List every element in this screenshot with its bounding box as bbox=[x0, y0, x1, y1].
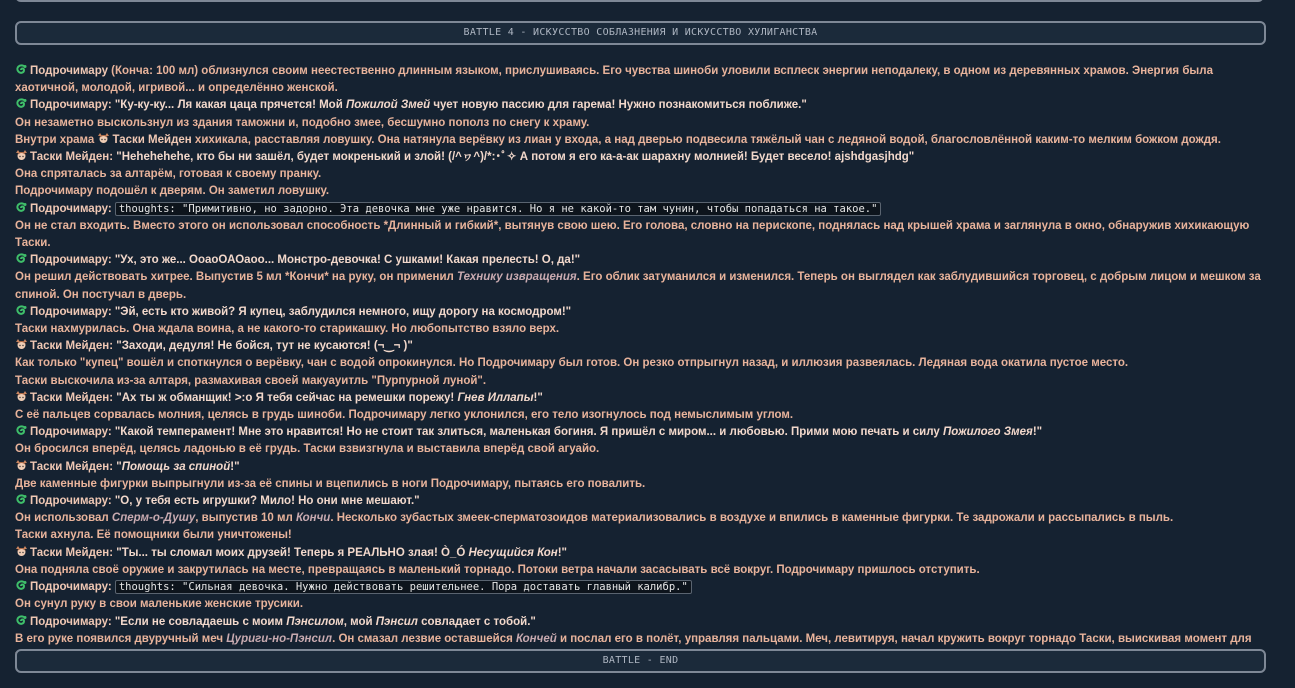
speech-text: "Заходи, дедуля! Не бойся, тут не кусаются! (¬‿¬ )" bbox=[116, 340, 413, 353]
log-line bbox=[15, 579, 1270, 596]
narration-text: Он сунул руку в свои маленькие женские трусики. bbox=[15, 598, 304, 611]
log-line bbox=[15, 132, 1270, 149]
narration-text: Он использовал bbox=[15, 512, 112, 525]
speaker-name: Подрочимару: bbox=[30, 202, 115, 215]
narration-text: Внутри храма bbox=[15, 133, 98, 146]
log-line bbox=[15, 441, 1270, 458]
speaker-name: Подрочимару: bbox=[30, 495, 115, 508]
narration-text: , выпустив 10 мл bbox=[195, 512, 296, 525]
narration-text: В его руке появился двуручный меч bbox=[15, 632, 227, 645]
previous-battle-frame bbox=[15, 0, 1264, 2]
log-line bbox=[15, 63, 1270, 97]
speaker-name: Подрочимару: bbox=[30, 426, 115, 439]
skill-name: Технику извращения bbox=[457, 271, 577, 284]
narration-text: . Несколько зубастых змеек-сперматозоидов материализовались в воздухе и впились в каменные фигурки. Те задрожали и рассыпались в пыль. bbox=[330, 512, 1174, 525]
speech-text: совладает с тобой." bbox=[417, 615, 536, 628]
skill-name: Пэнсил bbox=[375, 615, 418, 628]
girl-avatar-icon bbox=[15, 339, 28, 350]
skill-name: Помощь за спиной bbox=[121, 460, 231, 473]
skill-name: Кончей bbox=[516, 632, 557, 645]
log-line bbox=[15, 390, 1270, 407]
log-line bbox=[15, 373, 1270, 390]
narration-text: Как только "купец" вошёл и споткнулся о верёвку, чан с водой опрокинулся. Но Подрочимару был готов. Он резко отпрыгнул назад, и иллюзия развеялась. Ледяная вода окатила пустое место. bbox=[15, 357, 1129, 370]
narration-text: Подрочимару подошёл к дверям. Он заметил ловушку. bbox=[15, 185, 330, 198]
log-line bbox=[15, 493, 1270, 510]
log-line bbox=[15, 527, 1270, 544]
log-line bbox=[15, 115, 1270, 132]
speech-text: "Hehehehehe, кто бы ни зашёл, будет мокренький и злой! (/^ヮ^)/*:･ﾟ✧ А потом я его ка-а-ак шарахну молнией! Будет весело! ajshdgasjhdg" bbox=[116, 151, 915, 164]
log-line bbox=[15, 459, 1270, 476]
battle-end-banner bbox=[15, 649, 1266, 673]
green-snake-icon bbox=[15, 98, 28, 109]
speech-text: "О, у тебя есть игрушки? Мило! Но они мне мешают." bbox=[114, 495, 420, 508]
girl-avatar-icon bbox=[15, 546, 28, 557]
thought-text: thoughts: "Примитивно, но задорно. Эта девочка мне уже нравится. Но я не какой-то там чунин, чтобы попадаться на такое." bbox=[115, 202, 882, 216]
speaker-name: Подрочимару: bbox=[30, 581, 115, 594]
speaker-name: Таски Мейден: bbox=[30, 391, 117, 404]
narration-text: Он решил действовать хитрее. Выпустив 5 мл *Кончи* на руку, он применил bbox=[15, 271, 458, 284]
log-line bbox=[15, 321, 1270, 338]
speech-text: "Ку-ку-ку... Ля какая цаца прячется! Мой bbox=[114, 99, 346, 112]
girl-avatar-icon bbox=[15, 150, 28, 161]
green-snake-icon bbox=[15, 202, 28, 213]
green-snake-icon bbox=[15, 580, 28, 591]
narration-text: . Он смазал лезвие оставшейся bbox=[332, 632, 517, 645]
speech-text: "Ты... ты сломал моих друзей! Теперь я РЕАЛЬНО злая! Ò_Ó bbox=[116, 546, 469, 559]
narration-text: Он не стал входить. Вместо этого он использовал способность *Длинный и гибкий*, вытянув свою шею. Его голова, словно на перископе, поднялась над крышей храма и заглянула в окно, обнаружив хихикающую Таски. bbox=[15, 219, 1250, 250]
speech-text: чует новую пассию для гарема! Нужно познакомиться поближе." bbox=[430, 99, 807, 112]
battle-title-banner bbox=[15, 21, 1266, 45]
speaker-name: Подрочимару: bbox=[30, 254, 115, 267]
speaker-name: Таски Мейден: bbox=[30, 340, 117, 353]
speaker-name: Таски Мейден: bbox=[30, 460, 117, 473]
speaker-name: Таски Мейден: bbox=[30, 151, 117, 164]
narration-text: и послал его в полёт, управляя пальцами. Меч, левитируя, начал кружить вокруг торнадо Таски, выискивая момент для bbox=[559, 632, 1252, 645]
log-line bbox=[15, 252, 1270, 269]
speech-text: "Эй, есть кто живой? Я купец, заблудился немного, ищу дорогу на космодром!" bbox=[114, 305, 572, 318]
speaker-name: Таски Мейден: bbox=[30, 546, 117, 559]
skill-name: Цуриги-но-Пэнсил bbox=[226, 632, 333, 645]
speaker-name: Таски Мейден bbox=[112, 133, 195, 146]
log-line bbox=[15, 407, 1270, 424]
log-line bbox=[15, 201, 1270, 218]
narration-text: Он незаметно выскользнул из здания таможни и, подобно змее, бесшумно пополз по снегу к храму. bbox=[15, 116, 590, 129]
speaker-name: Подрочимару: bbox=[30, 99, 115, 112]
speech-text: !" bbox=[557, 546, 568, 559]
green-snake-icon bbox=[15, 615, 28, 626]
speech-text: " bbox=[116, 460, 122, 473]
log-line bbox=[15, 614, 1270, 631]
narration-text: (Конча: 100 мл) облизнулся своим неестественно длинным языком, прислушиваясь. Его чувства шиноби уловили всплеск энергии неподалеку, в одном из деревянных храмов. Энергия была хаотичной, молодой, игривой... и определённо женской. bbox=[15, 65, 1213, 95]
speech-text: "Если не совладаешь с моим bbox=[114, 615, 287, 628]
skill-name: Пэнсилом bbox=[286, 615, 344, 628]
narration-text: Она подняла своё оружие и закрутилась на месте, превращаясь в маленький торнадо. Потоки ветра начали засасывать всё вокруг. Подрочимару пришлось отступить. bbox=[15, 563, 980, 576]
skill-name: Кончи bbox=[296, 512, 331, 525]
green-snake-icon bbox=[15, 253, 28, 264]
battle-title: BATTLE 4 - ИСКУССТВО СОБЛАЗНЕНИЯ И ИСКУССТВО ХУЛИГАНСТВА bbox=[463, 27, 818, 39]
log-line bbox=[15, 476, 1270, 493]
narration-text: Он бросился вперёд, целясь ладонью в её грудь. Таски взвизгнула и выставила вперёд свой агуайо. bbox=[15, 443, 600, 456]
log-line bbox=[15, 510, 1270, 527]
log-line bbox=[15, 166, 1270, 183]
battle-log bbox=[15, 63, 1270, 665]
log-line bbox=[15, 338, 1270, 355]
log-line bbox=[15, 596, 1270, 613]
battle-end-label: BATTLE - END bbox=[602, 655, 679, 667]
girl-avatar-icon bbox=[15, 460, 28, 471]
speech-text: "Ах ты ж обманщик! >:o Я тебя сейчас на ремешки порежу! bbox=[116, 391, 458, 404]
speech-text: !" bbox=[230, 460, 240, 473]
speech-text: !" bbox=[533, 391, 543, 404]
narration-text: Две каменные фигурки выпрыгнули из-за её спины и вцепились в ноги Подрочимару, пытаясь его повалить. bbox=[15, 477, 646, 490]
narration-text: Таски ахнула. Её помощники были уничтожены! bbox=[15, 529, 292, 542]
speech-text: !" bbox=[1032, 426, 1043, 439]
green-snake-icon bbox=[15, 494, 28, 505]
log-line bbox=[15, 424, 1270, 441]
log-line bbox=[15, 218, 1270, 252]
narration-text: Таски выскочила из-за алтаря, размахивая своей макуауитль "Пурпурной луной". bbox=[15, 374, 487, 387]
speaker-name: Подрочимару: bbox=[30, 615, 115, 628]
speech-text: "Ух, это же... ОоаоОАОаоо... Монстро-девочка! С ушками! Какая прелесть! О, да!" bbox=[114, 254, 581, 267]
log-line bbox=[15, 304, 1270, 321]
thought-text: thoughts: "Сильная девочка. Нужно действовать решительнее. Пора доставать главный калибр." bbox=[115, 580, 692, 594]
skill-name: Пожилого Змея bbox=[943, 426, 1033, 439]
girl-avatar-icon bbox=[97, 133, 110, 144]
skill-name: Сперм-о-Душу bbox=[111, 512, 196, 525]
narration-text: Она спряталась за алтарём, готовая к своему пранку. bbox=[15, 168, 322, 181]
narration-text: С её пальцев сорвалась молния, целясь в грудь шиноби. Подрочимару легко уклонился, его тело изогнулось под немыслимым углом. bbox=[15, 409, 794, 422]
speech-text: "Какой темперамент! Мне это нравится! Но не стоит так злиться, маленькая богиня. Я пришёл с миром... и любовью. Прими мою печать и силу bbox=[114, 426, 943, 439]
speaker-name: Подрочимару: bbox=[30, 305, 115, 318]
log-line bbox=[15, 183, 1270, 200]
narration-text: . Его облик затуманился и изменился. Теперь он выглядел как заблудившийся торговец, с добрым лицом и мешком за спиной. Он постучал в дверь. bbox=[15, 271, 1261, 301]
green-snake-icon bbox=[15, 305, 28, 316]
log-line bbox=[15, 355, 1270, 372]
log-line bbox=[15, 562, 1270, 579]
speaker-name: Подрочимару bbox=[30, 65, 112, 77]
log-line bbox=[15, 269, 1270, 303]
girl-avatar-icon bbox=[15, 391, 28, 402]
skill-name: Гнев Иллапы bbox=[457, 391, 534, 404]
narration-text: хихикала, расставляя ловушку. Она натянула верёвку из лиан у входа, а над дверью подвесила тяжёлый чан с ледяной водой, благословлённой каким-то мелким божком дождя. bbox=[194, 133, 1221, 146]
log-line bbox=[15, 149, 1270, 166]
log-line bbox=[15, 545, 1270, 562]
green-snake-icon bbox=[15, 64, 28, 75]
narration-text: Таски нахмурилась. Она ждала воина, а не какого-то старикашку. Но любопытство взяло верх. bbox=[15, 323, 560, 336]
speech-text: , мой bbox=[343, 615, 376, 628]
log-line bbox=[15, 97, 1270, 114]
skill-name: Несущийся Кон bbox=[468, 546, 558, 559]
skill-name: Пожилой Змей bbox=[345, 99, 431, 112]
green-snake-icon bbox=[15, 425, 28, 436]
